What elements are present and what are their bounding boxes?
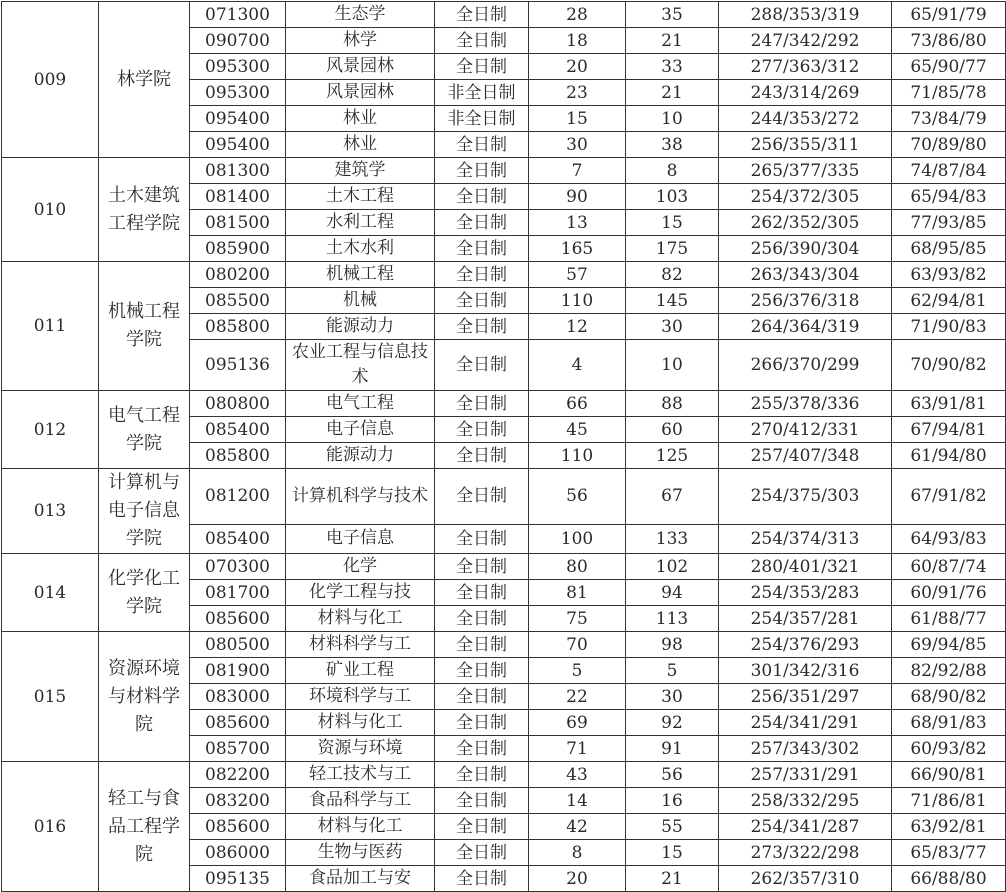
major-name-cell: 食品科学与工 bbox=[286, 788, 435, 814]
subject-score-cell: 68/91/83 bbox=[892, 710, 1006, 736]
study-mode-cell: 全日制 bbox=[435, 236, 529, 262]
applicant-count-cell: 16 bbox=[626, 788, 719, 814]
major-code-cell: 095400 bbox=[190, 106, 286, 132]
major-name-cell: 矿业工程 bbox=[286, 658, 435, 684]
study-mode-cell: 全日制 bbox=[435, 288, 529, 314]
major-name-cell: 林业 bbox=[286, 106, 435, 132]
major-name-cell: 能源动力 bbox=[286, 314, 435, 340]
applicant-count-cell: 94 bbox=[626, 580, 719, 606]
table-row bbox=[2, 391, 1006, 417]
major-name-cell: 生物与医药 bbox=[286, 840, 435, 866]
major-name-cell: 材料与化工 bbox=[286, 710, 435, 736]
major-code-cell: 081300 bbox=[190, 158, 286, 184]
school-name-cell: 机械工程学院 bbox=[99, 262, 190, 391]
total-score-cell: 244/353/272 bbox=[719, 106, 892, 132]
school-code-cell: 009 bbox=[2, 2, 99, 158]
major-name-cell: 环境科学与工 bbox=[286, 684, 435, 710]
admitted-count-cell: 66 bbox=[529, 391, 626, 417]
subject-score-cell: 65/83/77 bbox=[892, 840, 1006, 866]
admitted-count-cell: 4 bbox=[529, 340, 626, 391]
admitted-count-cell: 165 bbox=[529, 236, 626, 262]
admitted-count-cell: 71 bbox=[529, 736, 626, 762]
major-code-cell: 080800 bbox=[190, 391, 286, 417]
major-code-cell: 095135 bbox=[190, 866, 286, 892]
school-name-cell: 轻工与食品工程学院 bbox=[99, 762, 190, 892]
major-name-cell: 电气工程 bbox=[286, 391, 435, 417]
subject-score-cell: 73/84/79 bbox=[892, 106, 1006, 132]
school-code-cell: 014 bbox=[2, 554, 99, 632]
study-mode-cell: 全日制 bbox=[435, 762, 529, 788]
subject-score-cell: 71/85/78 bbox=[892, 80, 1006, 106]
major-code-cell: 095400 bbox=[190, 132, 286, 158]
table-body bbox=[2, 2, 1006, 892]
applicant-count-cell: 82 bbox=[626, 262, 719, 288]
table-row bbox=[2, 158, 1006, 184]
table-row bbox=[2, 554, 1006, 580]
total-score-cell: 254/374/313 bbox=[719, 524, 892, 553]
study-mode-cell: 全日制 bbox=[435, 814, 529, 840]
school-code-cell: 011 bbox=[2, 262, 99, 391]
applicant-count-cell: 133 bbox=[626, 524, 719, 553]
school-name-cell: 资源环境与材料学院 bbox=[99, 632, 190, 762]
major-code-cell: 081900 bbox=[190, 658, 286, 684]
major-code-cell: 081500 bbox=[190, 210, 286, 236]
school-name-cell: 化学化工学院 bbox=[99, 554, 190, 632]
admitted-count-cell: 23 bbox=[529, 80, 626, 106]
subject-score-cell: 65/94/83 bbox=[892, 184, 1006, 210]
total-score-cell: 257/407/348 bbox=[719, 443, 892, 469]
applicant-count-cell: 15 bbox=[626, 840, 719, 866]
admitted-count-cell: 110 bbox=[529, 288, 626, 314]
table-row bbox=[2, 2, 1006, 28]
major-name-cell: 林学 bbox=[286, 28, 435, 54]
admitted-count-cell: 56 bbox=[529, 469, 626, 525]
major-name-cell: 土木工程 bbox=[286, 184, 435, 210]
total-score-cell: 254/357/281 bbox=[719, 606, 892, 632]
applicant-count-cell: 60 bbox=[626, 417, 719, 443]
table-row bbox=[2, 632, 1006, 658]
subject-score-cell: 60/93/82 bbox=[892, 736, 1006, 762]
major-name-cell: 轻工技术与工 bbox=[286, 762, 435, 788]
major-code-cell: 085900 bbox=[190, 236, 286, 262]
major-code-cell: 081200 bbox=[190, 469, 286, 525]
school-code-cell: 010 bbox=[2, 158, 99, 262]
major-code-cell: 085700 bbox=[190, 736, 286, 762]
school-name-cell: 林学院 bbox=[99, 2, 190, 158]
applicant-count-cell: 8 bbox=[626, 158, 719, 184]
major-code-cell: 090700 bbox=[190, 28, 286, 54]
total-score-cell: 262/352/305 bbox=[719, 210, 892, 236]
school-name-cell: 电气工程学院 bbox=[99, 391, 190, 469]
major-code-cell: 085600 bbox=[190, 710, 286, 736]
major-code-cell: 083200 bbox=[190, 788, 286, 814]
applicant-count-cell: 35 bbox=[626, 2, 719, 28]
admitted-count-cell: 28 bbox=[529, 2, 626, 28]
admitted-count-cell: 7 bbox=[529, 158, 626, 184]
subject-score-cell: 63/91/81 bbox=[892, 391, 1006, 417]
total-score-cell: 256/355/311 bbox=[719, 132, 892, 158]
subject-score-cell: 67/91/82 bbox=[892, 469, 1006, 525]
study-mode-cell: 全日制 bbox=[435, 788, 529, 814]
subject-score-cell: 77/93/85 bbox=[892, 210, 1006, 236]
major-code-cell: 086000 bbox=[190, 840, 286, 866]
admitted-count-cell: 20 bbox=[529, 54, 626, 80]
admitted-count-cell: 30 bbox=[529, 132, 626, 158]
applicant-count-cell: 88 bbox=[626, 391, 719, 417]
major-code-cell: 070300 bbox=[190, 554, 286, 580]
total-score-cell: 254/341/291 bbox=[719, 710, 892, 736]
total-score-cell: 256/376/318 bbox=[719, 288, 892, 314]
applicant-count-cell: 98 bbox=[626, 632, 719, 658]
total-score-cell: 256/351/297 bbox=[719, 684, 892, 710]
total-score-cell: 254/372/305 bbox=[719, 184, 892, 210]
admitted-count-cell: 70 bbox=[529, 632, 626, 658]
admitted-count-cell: 18 bbox=[529, 28, 626, 54]
admitted-count-cell: 100 bbox=[529, 524, 626, 553]
admitted-count-cell: 20 bbox=[529, 866, 626, 892]
major-code-cell: 085400 bbox=[190, 524, 286, 553]
major-name-cell: 能源动力 bbox=[286, 443, 435, 469]
admitted-count-cell: 81 bbox=[529, 580, 626, 606]
major-name-cell: 资源与环境 bbox=[286, 736, 435, 762]
major-name-cell: 电子信息 bbox=[286, 417, 435, 443]
total-score-cell: 256/390/304 bbox=[719, 236, 892, 262]
major-code-cell: 081400 bbox=[190, 184, 286, 210]
admitted-count-cell: 13 bbox=[529, 210, 626, 236]
admitted-count-cell: 75 bbox=[529, 606, 626, 632]
major-name-cell: 计算机科学与技术 bbox=[286, 469, 435, 525]
major-name-cell: 风景园林 bbox=[286, 54, 435, 80]
admitted-count-cell: 42 bbox=[529, 814, 626, 840]
total-score-cell: 277/363/312 bbox=[719, 54, 892, 80]
applicant-count-cell: 10 bbox=[626, 106, 719, 132]
subject-score-cell: 61/94/80 bbox=[892, 443, 1006, 469]
applicant-count-cell: 125 bbox=[626, 443, 719, 469]
major-code-cell: 085600 bbox=[190, 814, 286, 840]
admitted-count-cell: 80 bbox=[529, 554, 626, 580]
applicant-count-cell: 21 bbox=[626, 28, 719, 54]
study-mode-cell: 非全日制 bbox=[435, 80, 529, 106]
applicant-count-cell: 30 bbox=[626, 684, 719, 710]
major-name-cell: 化学工程与技 bbox=[286, 580, 435, 606]
applicant-count-cell: 33 bbox=[626, 54, 719, 80]
admitted-count-cell: 45 bbox=[529, 417, 626, 443]
subject-score-cell: 66/90/81 bbox=[892, 762, 1006, 788]
subject-score-cell: 71/90/83 bbox=[892, 314, 1006, 340]
major-code-cell: 085800 bbox=[190, 314, 286, 340]
applicant-count-cell: 103 bbox=[626, 184, 719, 210]
applicant-count-cell: 113 bbox=[626, 606, 719, 632]
major-name-cell: 材料与化工 bbox=[286, 606, 435, 632]
major-code-cell: 080500 bbox=[190, 632, 286, 658]
major-name-cell: 机械工程 bbox=[286, 262, 435, 288]
total-score-cell: 257/343/302 bbox=[719, 736, 892, 762]
major-name-cell: 食品加工与安 bbox=[286, 866, 435, 892]
admitted-count-cell: 5 bbox=[529, 658, 626, 684]
total-score-cell: 254/375/303 bbox=[719, 469, 892, 525]
total-score-cell: 257/331/291 bbox=[719, 762, 892, 788]
applicant-count-cell: 38 bbox=[626, 132, 719, 158]
applicant-count-cell: 15 bbox=[626, 210, 719, 236]
major-name-cell: 风景园林 bbox=[286, 80, 435, 106]
study-mode-cell: 全日制 bbox=[435, 736, 529, 762]
school-name-cell: 土木建筑工程学院 bbox=[99, 158, 190, 262]
subject-score-cell: 63/93/82 bbox=[892, 262, 1006, 288]
applicant-count-cell: 21 bbox=[626, 866, 719, 892]
major-name-cell: 水利工程 bbox=[286, 210, 435, 236]
study-mode-cell: 全日制 bbox=[435, 184, 529, 210]
admitted-count-cell: 110 bbox=[529, 443, 626, 469]
major-name-cell: 生态学 bbox=[286, 2, 435, 28]
applicant-count-cell: 30 bbox=[626, 314, 719, 340]
admitted-count-cell: 90 bbox=[529, 184, 626, 210]
major-name-cell: 材料与化工 bbox=[286, 814, 435, 840]
study-mode-cell: 全日制 bbox=[435, 443, 529, 469]
admitted-count-cell: 69 bbox=[529, 710, 626, 736]
subject-score-cell: 65/91/79 bbox=[892, 2, 1006, 28]
major-code-cell: 095136 bbox=[190, 340, 286, 391]
total-score-cell: 266/370/299 bbox=[719, 340, 892, 391]
total-score-cell: 258/332/295 bbox=[719, 788, 892, 814]
total-score-cell: 265/377/335 bbox=[719, 158, 892, 184]
total-score-cell: 243/314/269 bbox=[719, 80, 892, 106]
total-score-cell: 254/341/287 bbox=[719, 814, 892, 840]
applicant-count-cell: 102 bbox=[626, 554, 719, 580]
major-code-cell: 083000 bbox=[190, 684, 286, 710]
major-name-cell: 农业工程与信息技术 bbox=[286, 340, 435, 391]
study-mode-cell: 全日制 bbox=[435, 469, 529, 525]
total-score-cell: 280/401/321 bbox=[719, 554, 892, 580]
study-mode-cell: 全日制 bbox=[435, 580, 529, 606]
school-code-cell: 016 bbox=[2, 762, 99, 892]
admitted-count-cell: 14 bbox=[529, 788, 626, 814]
study-mode-cell: 全日制 bbox=[435, 417, 529, 443]
applicant-count-cell: 175 bbox=[626, 236, 719, 262]
study-mode-cell: 全日制 bbox=[435, 28, 529, 54]
major-name-cell: 土木水利 bbox=[286, 236, 435, 262]
school-code-cell: 015 bbox=[2, 632, 99, 762]
subject-score-cell: 62/94/81 bbox=[892, 288, 1006, 314]
major-code-cell: 071300 bbox=[190, 2, 286, 28]
total-score-cell: 301/342/316 bbox=[719, 658, 892, 684]
total-score-cell: 255/378/336 bbox=[719, 391, 892, 417]
study-mode-cell: 全日制 bbox=[435, 524, 529, 553]
subject-score-cell: 68/90/82 bbox=[892, 684, 1006, 710]
total-score-cell: 288/353/319 bbox=[719, 2, 892, 28]
admitted-count-cell: 57 bbox=[529, 262, 626, 288]
study-mode-cell: 全日制 bbox=[435, 710, 529, 736]
subject-score-cell: 66/88/80 bbox=[892, 866, 1006, 892]
study-mode-cell: 全日制 bbox=[435, 158, 529, 184]
total-score-cell: 270/412/331 bbox=[719, 417, 892, 443]
subject-score-cell: 60/87/74 bbox=[892, 554, 1006, 580]
major-code-cell: 085500 bbox=[190, 288, 286, 314]
subject-score-cell: 74/87/84 bbox=[892, 158, 1006, 184]
total-score-cell: 254/376/293 bbox=[719, 632, 892, 658]
subject-score-cell: 63/92/81 bbox=[892, 814, 1006, 840]
applicant-count-cell: 92 bbox=[626, 710, 719, 736]
table-row bbox=[2, 262, 1006, 288]
school-code-cell: 013 bbox=[2, 469, 99, 554]
major-code-cell: 082200 bbox=[190, 762, 286, 788]
study-mode-cell: 全日制 bbox=[435, 866, 529, 892]
major-name-cell: 建筑学 bbox=[286, 158, 435, 184]
admitted-count-cell: 22 bbox=[529, 684, 626, 710]
major-code-cell: 085600 bbox=[190, 606, 286, 632]
major-name-cell: 机械 bbox=[286, 288, 435, 314]
subject-score-cell: 68/95/85 bbox=[892, 236, 1006, 262]
study-mode-cell: 全日制 bbox=[435, 340, 529, 391]
subject-score-cell: 61/88/77 bbox=[892, 606, 1006, 632]
subject-score-cell: 64/93/83 bbox=[892, 524, 1006, 553]
study-mode-cell: 非全日制 bbox=[435, 106, 529, 132]
study-mode-cell: 全日制 bbox=[435, 840, 529, 866]
study-mode-cell: 全日制 bbox=[435, 314, 529, 340]
admitted-count-cell: 8 bbox=[529, 840, 626, 866]
subject-score-cell: 73/86/80 bbox=[892, 28, 1006, 54]
applicant-count-cell: 10 bbox=[626, 340, 719, 391]
study-mode-cell: 全日制 bbox=[435, 632, 529, 658]
total-score-cell: 263/343/304 bbox=[719, 262, 892, 288]
subject-score-cell: 82/92/88 bbox=[892, 658, 1006, 684]
major-code-cell: 081700 bbox=[190, 580, 286, 606]
total-score-cell: 264/364/319 bbox=[719, 314, 892, 340]
admitted-count-cell: 12 bbox=[529, 314, 626, 340]
study-mode-cell: 全日制 bbox=[435, 391, 529, 417]
subject-score-cell: 70/89/80 bbox=[892, 132, 1006, 158]
major-code-cell: 095300 bbox=[190, 54, 286, 80]
applicant-count-cell: 21 bbox=[626, 80, 719, 106]
study-mode-cell: 全日制 bbox=[435, 210, 529, 236]
subject-score-cell: 70/90/82 bbox=[892, 340, 1006, 391]
major-name-cell: 林业 bbox=[286, 132, 435, 158]
applicant-count-cell: 55 bbox=[626, 814, 719, 840]
study-mode-cell: 全日制 bbox=[435, 2, 529, 28]
subject-score-cell: 60/91/76 bbox=[892, 580, 1006, 606]
major-code-cell: 080200 bbox=[190, 262, 286, 288]
admission-table bbox=[1, 1, 1006, 892]
applicant-count-cell: 67 bbox=[626, 469, 719, 525]
applicant-count-cell: 5 bbox=[626, 658, 719, 684]
major-name-cell: 电子信息 bbox=[286, 524, 435, 553]
school-name-cell: 计算机与电子信息学院 bbox=[99, 469, 190, 554]
major-name-cell: 化学 bbox=[286, 554, 435, 580]
subject-score-cell: 71/86/81 bbox=[892, 788, 1006, 814]
study-mode-cell: 全日制 bbox=[435, 132, 529, 158]
study-mode-cell: 全日制 bbox=[435, 54, 529, 80]
applicant-count-cell: 91 bbox=[626, 736, 719, 762]
subject-score-cell: 67/94/81 bbox=[892, 417, 1006, 443]
table-row bbox=[2, 762, 1006, 788]
study-mode-cell: 全日制 bbox=[435, 262, 529, 288]
subject-score-cell: 65/90/77 bbox=[892, 54, 1006, 80]
major-name-cell: 材料科学与工 bbox=[286, 632, 435, 658]
total-score-cell: 254/353/283 bbox=[719, 580, 892, 606]
study-mode-cell: 全日制 bbox=[435, 554, 529, 580]
total-score-cell: 273/322/298 bbox=[719, 840, 892, 866]
major-code-cell: 085800 bbox=[190, 443, 286, 469]
study-mode-cell: 全日制 bbox=[435, 606, 529, 632]
total-score-cell: 247/342/292 bbox=[719, 28, 892, 54]
total-score-cell: 262/357/310 bbox=[719, 866, 892, 892]
major-code-cell: 085400 bbox=[190, 417, 286, 443]
admitted-count-cell: 43 bbox=[529, 762, 626, 788]
admitted-count-cell: 15 bbox=[529, 106, 626, 132]
applicant-count-cell: 145 bbox=[626, 288, 719, 314]
study-mode-cell: 全日制 bbox=[435, 684, 529, 710]
school-code-cell: 012 bbox=[2, 391, 99, 469]
subject-score-cell: 69/94/85 bbox=[892, 632, 1006, 658]
applicant-count-cell: 56 bbox=[626, 762, 719, 788]
study-mode-cell: 全日制 bbox=[435, 658, 529, 684]
table-row bbox=[2, 469, 1006, 525]
major-code-cell: 095300 bbox=[190, 80, 286, 106]
